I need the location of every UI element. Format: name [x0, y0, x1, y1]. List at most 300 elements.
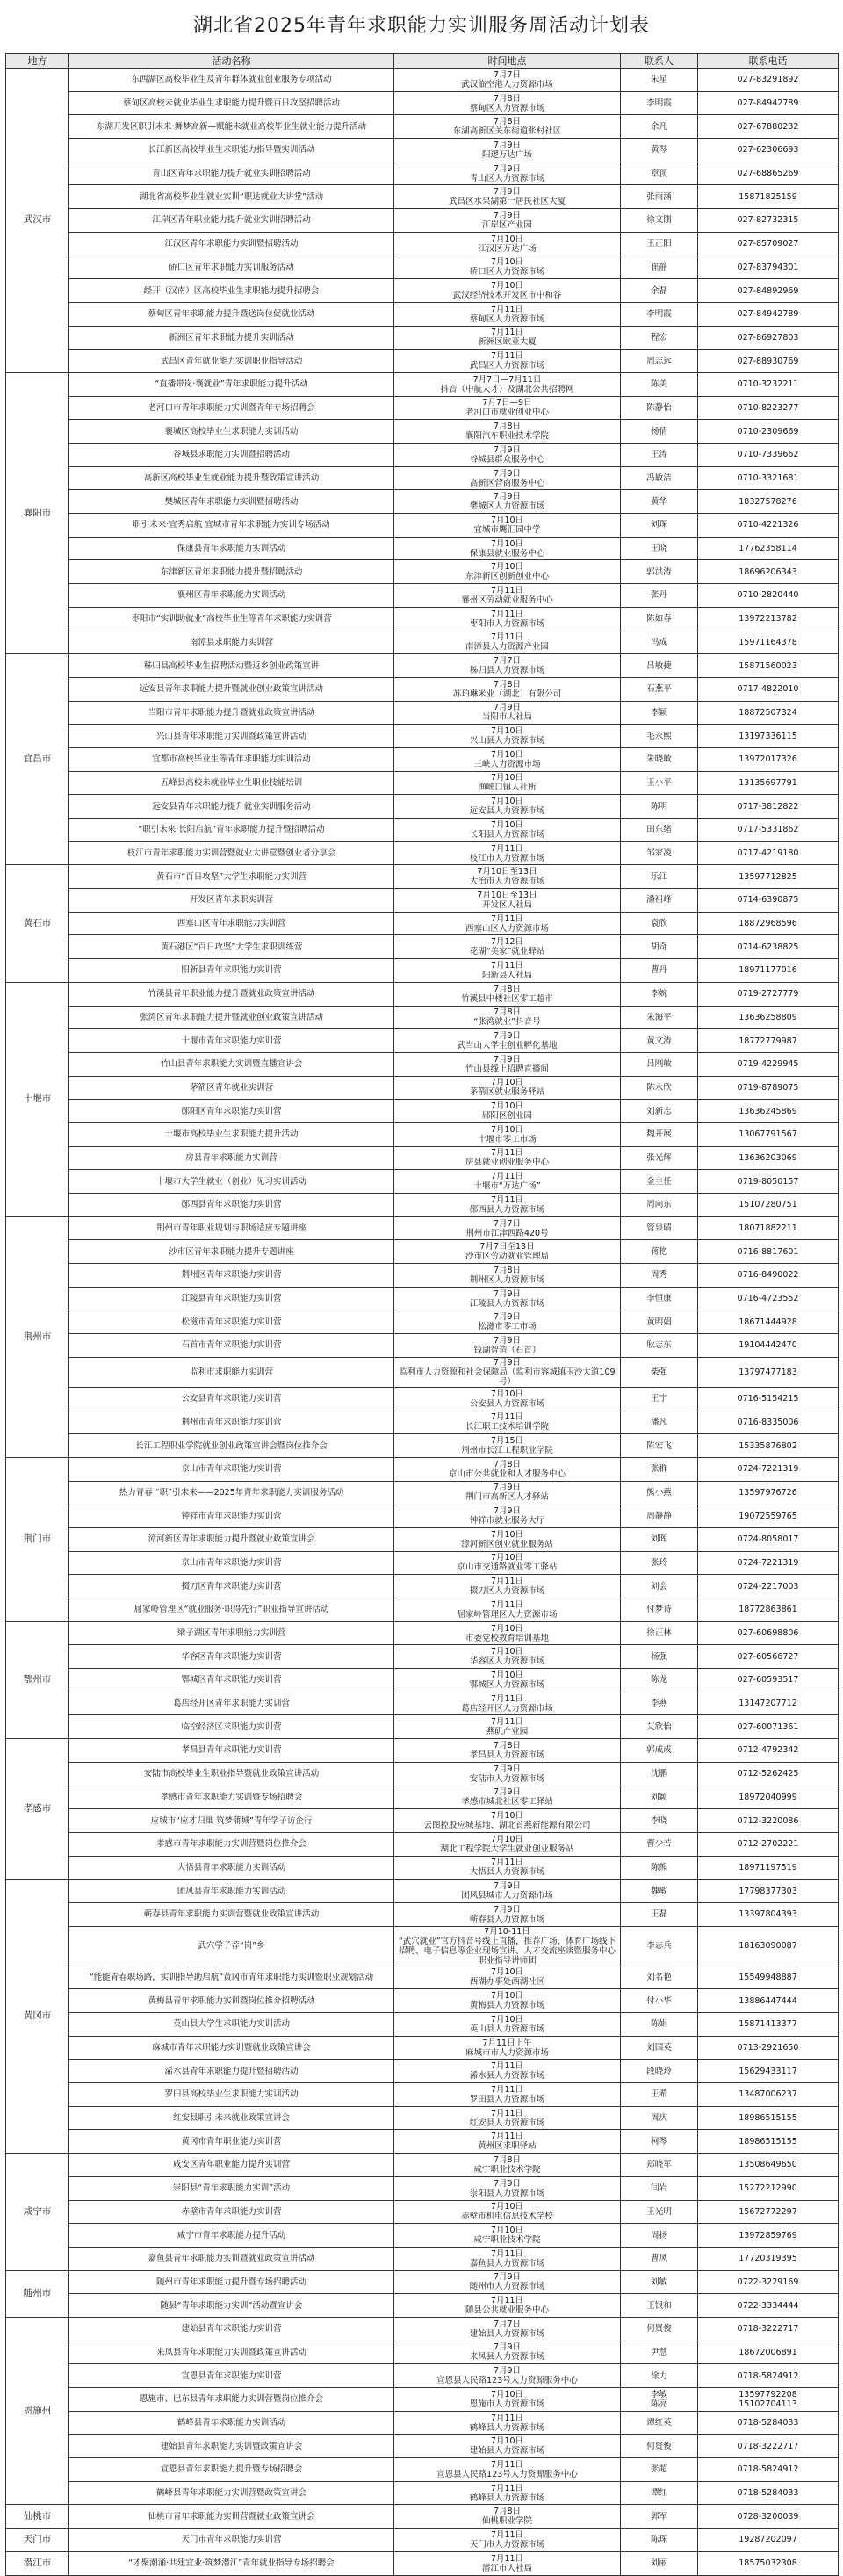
region-cell: 鄂州市: [6, 1621, 69, 1738]
time-place-cell: 7月9日 随州市人力资源市场: [394, 2270, 621, 2294]
phone-cell: 18971177016: [698, 959, 839, 983]
table-row: [6, 372, 839, 396]
phone-cell: 0718-5824912: [698, 2364, 839, 2388]
table-row: [6, 1052, 839, 1076]
activity-cell: 开发区青年求职实训营: [69, 889, 394, 913]
phone-cell: 027-86927803: [698, 326, 839, 350]
phone-cell: 18872968596: [698, 912, 839, 935]
activity-cell: 茅箭区青年就业实训营: [69, 1076, 394, 1100]
table-row: [6, 444, 839, 467]
contact-cell: 李晓: [621, 1809, 698, 1833]
contact-cell: 冯敏洁: [621, 466, 698, 490]
contact-cell: 李明霞: [621, 302, 698, 326]
phone-cell: 18972040999: [698, 1786, 839, 1809]
activity-cell: 十堰市青年求职能力实训营: [69, 1029, 394, 1053]
activity-cell: 郧西县青年求职能力实训营: [69, 1194, 394, 1217]
contact-cell: 周庆: [621, 2106, 698, 2130]
table-row: [6, 1715, 839, 1739]
time-place-cell: 7月10日 京山市交通路就业零工驿站: [394, 1551, 621, 1575]
phone-cell: 13636258809: [698, 1006, 839, 1029]
table-row: [6, 232, 839, 256]
time-place-cell: 7月11日 屈家岭管理区人力资源市场: [394, 1598, 621, 1622]
table-row: [6, 69, 839, 92]
contact-cell: 王磊: [621, 1902, 698, 1926]
phone-cell: 19104442470: [698, 1334, 839, 1358]
phone-cell: 027-67880232: [698, 115, 839, 139]
activity-cell: 东津新区青年求职能力提升暨招聘活动: [69, 560, 394, 584]
time-place-cell: 7月9日 江岸区产业园: [394, 209, 621, 233]
phone-cell: 18696206343: [698, 560, 839, 584]
time-place-cell: 7月8日 苏珀琳米业（湖北）有限公司: [394, 677, 621, 701]
activity-cell: 湖北省高校毕业生就业实训“职达就业大讲堂”活动: [69, 185, 394, 209]
phone-cell: 027-83794301: [698, 256, 839, 279]
phone-cell: 027-85709027: [698, 232, 839, 256]
phone-cell: 0716-4723552: [698, 1287, 839, 1310]
phone-cell: 027-68865269: [698, 162, 839, 185]
contact-cell: 陈如春: [621, 607, 698, 631]
time-place-cell: 7月10日至13日 开发区人社局: [394, 889, 621, 913]
activity-cell: 安陆市高校毕业生职业指导暨就业政策宣讲活动: [69, 1762, 394, 1786]
phone-cell: 19287202097: [698, 2529, 839, 2552]
contact-cell: 王光明: [621, 2200, 698, 2224]
table-row: [6, 1621, 839, 1645]
activity-cell: 十堰市高校毕业生求职能力提升活动: [69, 1122, 394, 1146]
phone-cell: 0719-8789075: [698, 1076, 839, 1100]
activity-cell: 嘉鱼县青年求职能力实训暨就业政策宣讲活动: [69, 2247, 394, 2270]
activity-cell: 郧阳区青年求职能力实训营: [69, 1100, 394, 1123]
table-row: [6, 302, 839, 326]
phone-cell: 027-84892969: [698, 279, 839, 303]
time-place-cell: 7月7日—9日 老河口市就业创业中心: [394, 396, 621, 420]
activity-cell: 枣阳市“实训助就业”高校毕业生等青年求职能力实训营: [69, 607, 394, 631]
activity-cell: 黄石市“百日攻坚”大学生求职能力实训营: [69, 865, 394, 889]
contact-cell: 郭成成: [621, 1739, 698, 1763]
phone-cell: 13972017326: [698, 747, 839, 771]
activity-cell: 当阳市青年求职能力提升暨就业政策宣讲活动: [69, 701, 394, 725]
contact-cell: 李明霞: [621, 91, 698, 115]
activity-cell: 竹山县青年求职能力实训暨直播宣讲会: [69, 1052, 394, 1076]
phone-cell: 0710-8223277: [698, 396, 839, 420]
activity-cell: 京山市青年求职能力实训营: [69, 1551, 394, 1575]
phone-cell: 17798377303: [698, 1880, 839, 1903]
activity-cell: 武昌区青年就业能力实训职业指导活动: [69, 350, 394, 373]
contact-cell: 刘国英: [621, 2036, 698, 2060]
time-place-cell: 7月9日 武昌区水果湖第一居民社区大厦: [394, 185, 621, 209]
table-row: [6, 982, 839, 1006]
table-row: [6, 420, 839, 444]
time-place-cell: 7月9日 荆门市高新区人才驿站: [394, 1481, 621, 1504]
contact-cell: 刘颖: [621, 1786, 698, 1809]
time-place-cell: 7月11日 燕矶产业园: [394, 1715, 621, 1739]
time-place-cell: 7月10日 保康县就业服务中心: [394, 537, 621, 560]
table-row: [6, 959, 839, 983]
time-place-cell: 7月11日 随县公共就业服务中心: [394, 2294, 621, 2318]
contact-cell: 曹丹: [621, 959, 698, 983]
activity-cell: 保康县青年求职能力实训活动: [69, 537, 394, 560]
activity-table: [5, 53, 839, 2576]
phone-cell: 0718-3222717: [698, 2317, 839, 2341]
contact-cell: 黄华: [621, 490, 698, 514]
time-place-cell: 7月10日 赤壁市机电信息技术学校: [394, 2200, 621, 2224]
table-row: [6, 1240, 839, 1264]
phone-cell: 027-84942789: [698, 302, 839, 326]
activity-cell: 职引未来·宜秀启航 宜城市青年求职能力实训专场活动: [69, 514, 394, 538]
table-row: [6, 607, 839, 631]
contact-cell: 陈宏飞: [621, 1434, 698, 1458]
time-place-cell: 7月11日 新洲区欧亚大厦: [394, 326, 621, 350]
time-place-cell: 7月10日 华容区人力资源市场: [394, 1645, 621, 1669]
time-place-cell: 7月10日 市委党校教育培训基地: [394, 1621, 621, 1645]
phone-cell: 13597792208 15102704113: [698, 2388, 839, 2412]
contact-cell: 张超: [621, 2458, 698, 2482]
activity-cell: 葛店经开区青年求职能力实训营: [69, 1692, 394, 1715]
activity-cell: 仙桃市青年求职能力实训营暨就业政策宣讲会: [69, 2505, 394, 2529]
time-place-cell: 7月11日 枝江市人力资源市场: [394, 841, 621, 865]
contact-cell: 刘会: [621, 1575, 698, 1598]
phone-cell: 17762358114: [698, 537, 839, 560]
activity-cell: 樊城区青年求职能力实训暨招聘活动: [69, 490, 394, 514]
contact-cell: 刘新志: [621, 1100, 698, 1123]
contact-cell: 朱星: [621, 69, 698, 92]
contact-cell: 沈鹏: [621, 1762, 698, 1786]
table-row: [6, 654, 839, 678]
table-row: [6, 677, 839, 701]
contact-cell: 杨倩: [621, 420, 698, 444]
contact-cell: 陈龙: [621, 1669, 698, 1692]
time-place-cell: 7月11日 嘉鱼县人力资源市场: [394, 2247, 621, 2270]
time-place-cell: 7月8日 蔡甸区人力资源市场: [394, 91, 621, 115]
table-row: [6, 279, 839, 303]
time-place-cell: 7月9日 武当山大学生创业孵化基地: [394, 1029, 621, 1053]
activity-cell: “职引未来·长阳启航”青年求职能力提升暨招聘活动: [69, 819, 394, 842]
activity-cell: 鄂城区青年求职能力实训营: [69, 1669, 394, 1692]
activity-cell: 兴山县青年求职能力实训暨政策宣讲活动: [69, 725, 394, 748]
phone-cell: 15107280751: [698, 1194, 839, 1217]
time-place-cell: 7月15日 荆州市长江工程职业学院: [394, 1434, 621, 1458]
contact-cell: 陈琛: [621, 2529, 698, 2552]
activity-cell: 远安县青年求职能力提升暨就业创业政策宣讲活动: [69, 677, 394, 701]
table-row: [6, 2317, 839, 2341]
activity-cell: 秭归县高校毕业生招聘活动暨返乡创业政策宣讲: [69, 654, 394, 678]
phone-cell: 0718-5284033: [698, 2411, 839, 2435]
activity-cell: 鹤峰县青年求职能力实训活动: [69, 2411, 394, 2435]
activity-cell: 孝感市青年求职能力实训暨专场招聘会: [69, 1786, 394, 1809]
region-cell: 荆门市: [6, 1457, 69, 1621]
phone-cell: 0710-3321681: [698, 466, 839, 490]
activity-cell: 竹溪县青年职业能力提升暨就业政策宣讲活动: [69, 982, 394, 1006]
table-row: [6, 2200, 839, 2224]
phone-cell: 0717-5331862: [698, 819, 839, 842]
contact-cell: 张玲: [621, 1551, 698, 1575]
table-row: [6, 795, 839, 819]
time-place-cell: 7月11日 葛店经开区人力资源市场: [394, 1692, 621, 1715]
table-row: [6, 2224, 839, 2248]
table-row: [6, 1832, 839, 1856]
activity-cell: 临空经济区求职能力实训营: [69, 1715, 394, 1739]
time-place-cell: 7月9日 青山区人力资源市场: [394, 162, 621, 185]
contact-cell: 李恒康: [621, 1287, 698, 1310]
phone-cell: 13487006237: [698, 2083, 839, 2107]
table-row: [6, 2481, 839, 2505]
contact-cell: 陈静怡: [621, 396, 698, 420]
table-row: [6, 396, 839, 420]
table-row: [6, 725, 839, 748]
activity-cell: 咸安区青年职业能力提升实训营: [69, 2154, 394, 2177]
phone-cell: 18163090087: [698, 1926, 839, 1966]
contact-cell: 余磊: [621, 279, 698, 303]
contact-cell: 王涛: [621, 444, 698, 467]
time-place-cell: 7月10日 鄂城区人力资源市场: [394, 1669, 621, 1692]
contact-cell: 毛永熙: [621, 725, 698, 748]
contact-cell: 段晓玲: [621, 2060, 698, 2083]
contact-cell: 胡奇: [621, 935, 698, 959]
table-row: [6, 841, 839, 865]
contact-cell: 付小华: [621, 1989, 698, 2013]
activity-cell: 远安县青年求职能力提升就业实训服务活动: [69, 795, 394, 819]
contact-cell: 潘凡: [621, 1411, 698, 1434]
contact-cell: 柴强: [621, 1357, 698, 1387]
phone-cell: 13597976726: [698, 1481, 839, 1504]
time-place-cell: 7月11日 天门市人力资源市场: [394, 2529, 621, 2552]
time-place-cell: 7月10日 咸宁职业技术学院: [394, 2224, 621, 2248]
time-place-cell: 7月9日 团风县城市人力资源市场: [394, 1880, 621, 1903]
activity-cell: 东湖开发区职引未来·舞梦高新—赋能未就业高校毕业生就业能力提升活动: [69, 115, 394, 139]
activity-cell: 京山市青年求职能力实训营: [69, 1457, 394, 1481]
contact-cell: 吕刚敏: [621, 1052, 698, 1076]
time-place-cell: 7月9日 崇阳县人力资源市场: [394, 2176, 621, 2200]
phone-cell: 027-83291892: [698, 69, 839, 92]
contact-cell: 吕敏捷: [621, 654, 698, 678]
table-row: [6, 1645, 839, 1669]
activity-cell: 高新区高校毕业生就业能力提升暨政策宣讲活动: [69, 466, 394, 490]
activity-cell: 钟祥市青年求职能力实训营: [69, 1504, 394, 1528]
contact-cell: 冯成: [621, 631, 698, 654]
table-row: [6, 2106, 839, 2130]
contact-cell: 刘琛: [621, 514, 698, 538]
table-row: [6, 1264, 839, 1288]
contact-cell: 刘敏: [621, 2270, 698, 2294]
time-place-cell: 7月8日 孝昌县人力资源市场: [394, 1739, 621, 1763]
region-cell: 武汉市: [6, 69, 69, 373]
activity-cell: 谷城县求职能力实训暨招聘活动: [69, 444, 394, 467]
table-row: [6, 2083, 839, 2107]
table-row: [6, 584, 839, 608]
header-time-place: 时间地点: [394, 54, 621, 69]
phone-cell: 0714-6238825: [698, 935, 839, 959]
time-place-cell: 7月11日上午 麻城市市人力资源市场: [394, 2036, 621, 2060]
activity-cell: 荆州市青年求职能力实训营: [69, 1411, 394, 1434]
table-row: [6, 1387, 839, 1411]
time-place-cell: 7月10日 黄梅县人力资源市场: [394, 1989, 621, 2013]
time-place-cell: 7月10日 渔峡口镇人社所: [394, 771, 621, 795]
contact-cell: 章顶: [621, 162, 698, 185]
phone-cell: 18772863861: [698, 1598, 839, 1622]
activity-cell: 石首市青年求职能力实训营: [69, 1334, 394, 1358]
activity-cell: 宜都市高校毕业生等青年求职能力实训活动: [69, 747, 394, 771]
phone-cell: 0717-4822010: [698, 677, 839, 701]
table-row: [6, 2130, 839, 2154]
contact-cell: 黄琴: [621, 139, 698, 162]
phone-cell: 15629433117: [698, 2060, 839, 2083]
phone-cell: 13508649650: [698, 2154, 839, 2177]
time-place-cell: 7月11日 阳新县人社局: [394, 959, 621, 983]
table-row: [6, 631, 839, 654]
activity-cell: 热力青春 “职”引未来——2025年青年求职能力实训服务活动: [69, 1481, 394, 1504]
activity-cell: 屈家岭管理区“就业服务·职得先行”职业指导宣讲活动: [69, 1598, 394, 1622]
time-place-cell: 7月9日 钟祥市就业服务大厅: [394, 1504, 621, 1528]
table-row: [6, 115, 839, 139]
table-row: [6, 2060, 839, 2083]
table-row: [6, 1194, 839, 1217]
contact-cell: 袁欣: [621, 912, 698, 935]
time-place-cell: 7月12日 花湖“美家”就业驿站: [394, 935, 621, 959]
contact-cell: 崔静: [621, 256, 698, 279]
activity-cell: 英山县大学生求职能力实训活动: [69, 2013, 394, 2037]
activity-cell: “能能青春职场路，实训指导助启航”黄冈市青年求职能力实训暨职业规划活动: [69, 1966, 394, 1989]
phone-cell: 0710-2820440: [698, 584, 839, 608]
phone-cell: 027-84942789: [698, 91, 839, 115]
time-place-cell: 7月9日 阳逻万达广场: [394, 139, 621, 162]
contact-cell: 郭洪涛: [621, 560, 698, 584]
contact-cell: 周秀: [621, 1264, 698, 1288]
time-place-cell: 7月10日 十堰市零工市场: [394, 1122, 621, 1146]
table-row: [6, 466, 839, 490]
phone-cell: 15871413377: [698, 2013, 839, 2037]
time-place-cell: 7月10日 漳河新区创业就业服务站: [394, 1527, 621, 1551]
phone-cell: 0710-3232211: [698, 372, 839, 396]
contact-cell: 李燕: [621, 1692, 698, 1715]
table-row: [6, 1146, 839, 1170]
phone-cell: 0712-3220086: [698, 1809, 839, 1833]
phone-cell: 027-82732315: [698, 209, 839, 233]
phone-cell: 027-60698806: [698, 1621, 839, 1645]
region-cell: 天门市: [6, 2529, 69, 2552]
contact-cell: 黄明娟: [621, 1310, 698, 1334]
activity-cell: 黄冈市青年职业能力实训营: [69, 2130, 394, 2154]
phone-cell: 17720319395: [698, 2247, 839, 2270]
table-row: [6, 771, 839, 795]
table-row: [6, 2551, 839, 2575]
time-place-cell: 7月11日 十堰市“万达广场”: [394, 1170, 621, 1194]
activity-cell: 应城市“应才归巢 筑梦蒲城”青年学子访企行: [69, 1809, 394, 1833]
contact-cell: 付梦诗: [621, 1598, 698, 1622]
activity-cell: 建始县青年求职能力实训营: [69, 2317, 394, 2341]
time-place-cell: 7月10-11日 “武穴就业”官方抖音号线上直播，推荐广场、体育广场线下招聘、电子信息等企业现场宣讲、人才交流座谈暨服务中心职业指导讲师团: [394, 1926, 621, 1966]
phone-cell: 0722-3229169: [698, 2270, 839, 2294]
activity-cell: 华容区青年求职能力实训营: [69, 1645, 394, 1669]
contact-cell: 张雨涵: [621, 185, 698, 209]
table-row: [6, 2458, 839, 2482]
table-row: [6, 2364, 839, 2388]
contact-cell: 郭军: [621, 2505, 698, 2529]
time-place-cell: 7月7日 建始县人力资源市场: [394, 2317, 621, 2341]
activity-cell: 鹤峰县青年求职能力实训营暨政策宣讲会: [69, 2481, 394, 2505]
table-row: [6, 350, 839, 373]
time-place-cell: 7月11日 浠水县人力资源市场: [394, 2060, 621, 2083]
contact-cell: 李敏 陈亮: [621, 2388, 698, 2412]
table-row: [6, 2154, 839, 2177]
phone-cell: 027-60593517: [698, 1669, 839, 1692]
table-header-row: [6, 54, 839, 69]
contact-cell: 何贤俊: [621, 2435, 698, 2458]
phone-cell: 0714-6390875: [698, 889, 839, 913]
phone-cell: 13972859769: [698, 2224, 839, 2248]
activity-cell: 黄石港区“百日攻坚”大学生求职训练营: [69, 935, 394, 959]
contact-cell: 石燕平: [621, 677, 698, 701]
phone-cell: 0718-3222717: [698, 2435, 839, 2458]
contact-cell: 陈永欣: [621, 1076, 698, 1100]
time-place-cell: 7月10日至13日 大冶市人力资源市场: [394, 865, 621, 889]
contact-cell: 程宏: [621, 326, 698, 350]
phone-cell: 13886447444: [698, 1989, 839, 2013]
contact-cell: 周志远: [621, 350, 698, 373]
phone-cell: 13597712825: [698, 865, 839, 889]
table-row: [6, 1692, 839, 1715]
phone-cell: 15971164378: [698, 631, 839, 654]
phone-cell: 18772779987: [698, 1029, 839, 1053]
time-place-cell: 7月8日 襄阳汽车职业技术学院: [394, 420, 621, 444]
activity-cell: 枝江市青年求职能力实训营暨就业大讲堂暨创业者分享会: [69, 841, 394, 865]
contact-cell: 王小平: [621, 771, 698, 795]
time-place-cell: 7月9日 安陆市人力资源市场: [394, 1762, 621, 1786]
activity-cell: “才聚潮涌·共建宜业·筑梦潜江”青年就业指导专场招聘会: [69, 2551, 394, 2575]
phone-cell: 0719-8050157: [698, 1170, 839, 1194]
region-cell: 荆州市: [6, 1216, 69, 1457]
phone-cell: 0716-8335006: [698, 1411, 839, 1434]
activity-cell: 沙市区青年求职能力提升专题讲座: [69, 1240, 394, 1264]
table-row: [6, 2529, 839, 2552]
contact-cell: 何贤俊: [621, 2317, 698, 2341]
phone-cell: 13797477183: [698, 1357, 839, 1387]
phone-cell: 18986515155: [698, 2106, 839, 2130]
time-place-cell: 7月9日 当阳市人社局: [394, 701, 621, 725]
phone-cell: 027-88930769: [698, 350, 839, 373]
activity-cell: 十堰市大学生就业（创业）见习实训活动: [69, 1170, 394, 1194]
activity-cell: 青山区青年求职能力提升就业实训招聘活动: [69, 162, 394, 185]
region-cell: 随州市: [6, 2270, 69, 2317]
phone-cell: 13397804393: [698, 1902, 839, 1926]
contact-cell: 陈娟: [621, 2013, 698, 2037]
table-row: [6, 2036, 839, 2060]
table-row: [6, 2270, 839, 2294]
phone-cell: 027-60071361: [698, 1715, 839, 1739]
activity-cell: 江陵县青年求职能力实训营: [69, 1287, 394, 1310]
contact-cell: 王正阳: [621, 232, 698, 256]
table-row: [6, 1880, 839, 1903]
activity-cell: 蔡甸区青年求职能力提升暨送岗位促就业活动: [69, 302, 394, 326]
activity-cell: 公安县青年求职能力实训营: [69, 1387, 394, 1411]
activity-cell: 硚口区青年求职能力实训服务活动: [69, 256, 394, 279]
contact-cell: 陈明: [621, 795, 698, 819]
table-row: [6, 2505, 839, 2529]
table-row: [6, 1029, 839, 1053]
header-contact: 联系人: [621, 54, 698, 69]
phone-cell: 0713-2921650: [698, 2036, 839, 2060]
phone-cell: 0719-2727779: [698, 982, 839, 1006]
time-place-cell: 7月10日 郧阳区创业园: [394, 1100, 621, 1123]
table-row: [6, 326, 839, 350]
activity-cell: 监利市求职能力实训营: [69, 1357, 394, 1387]
phone-cell: 027-62306693: [698, 139, 839, 162]
time-place-cell: 7月11日 长江职工技术培训学院: [394, 1411, 621, 1434]
activity-cell: 荆州市青年职业规划与职场适应专题讲座: [69, 1216, 394, 1240]
contact-cell: 陈熊: [621, 1856, 698, 1880]
phone-cell: 0712-4792342: [698, 1739, 839, 1763]
region-cell: 黄石市: [6, 865, 69, 982]
time-place-cell: 7月11日 南漳县人力资源产业园: [394, 631, 621, 654]
activity-cell: 西塞山区青年求职能力实训营: [69, 912, 394, 935]
contact-cell: 谭红: [621, 2481, 698, 2505]
